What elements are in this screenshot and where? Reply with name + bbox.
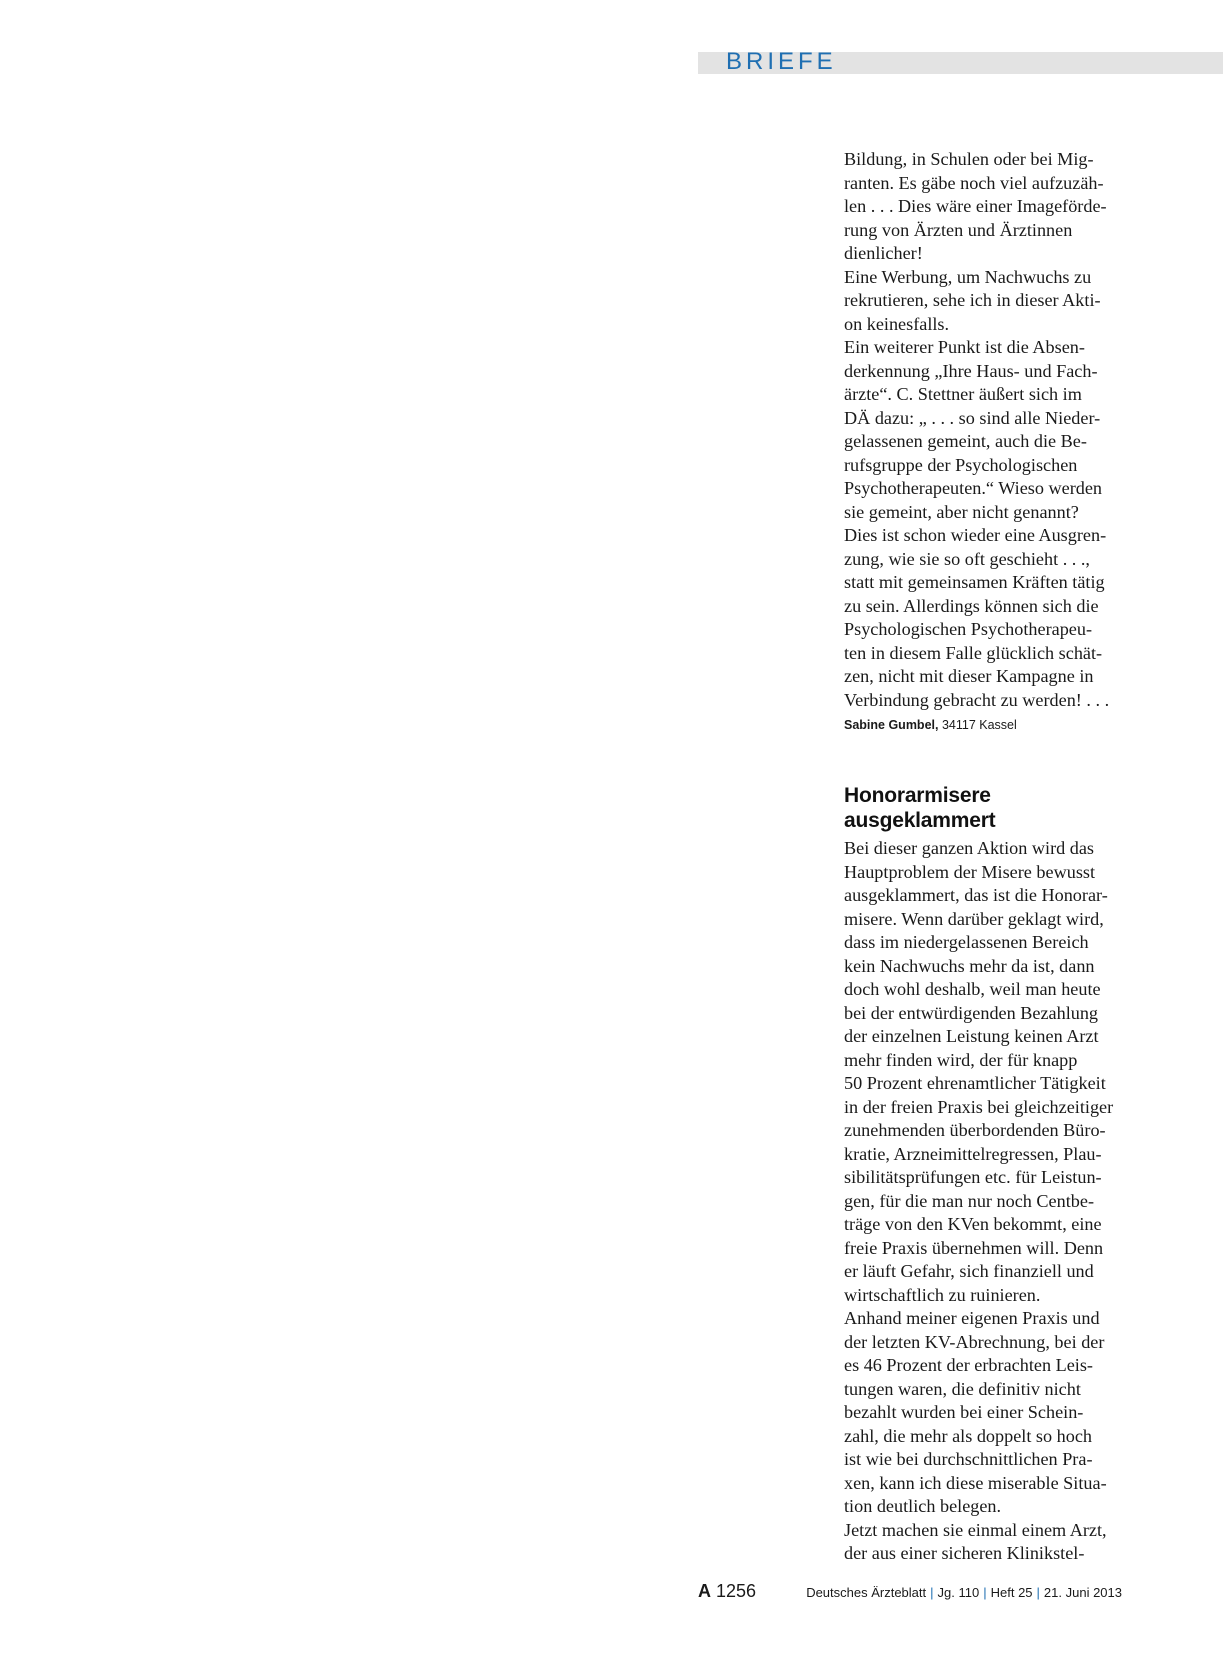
text-line: Jetzt machen sie einmal einem Arzt,: [844, 1519, 1107, 1540]
separator: |: [983, 1585, 987, 1600]
text-line: zen, nicht mit dieser Kampagne in: [844, 666, 1094, 686]
text-line: kratie, Arzneimittelregressen, Plau-: [844, 1143, 1102, 1164]
text-line: träge von den KVen bekommt, eine: [844, 1214, 1102, 1234]
letter1-body: [844, 148, 1124, 712]
text-line: bei der entwürdigenden Bezahlung: [844, 1002, 1099, 1023]
text-line: Bei dieser ganzen Aktion wird das: [844, 838, 1095, 858]
issue: Heft 25: [990, 1585, 1033, 1600]
text-line: doch wohl deshalb, weil man heute: [844, 979, 1101, 999]
text-line: tungen waren, die definitiv nicht: [844, 1378, 1081, 1399]
signature-place: 34117 Kassel: [941, 718, 1017, 732]
volume: Jg. 110: [937, 1585, 980, 1600]
text-line: Eine Werbung, um Nachwuchs zu: [844, 266, 1092, 287]
text-line: zung, wie sie so oft geschieht . . .,: [844, 548, 1090, 569]
page-footer: [698, 1580, 1122, 1604]
headline-line: Honorarmisere: [844, 784, 991, 807]
text-line: der einzelnen Leistung keinen Arzt: [844, 1026, 1099, 1046]
text-line: Psychotherapeuten.“ Wieso werden: [844, 478, 1103, 498]
text-line: ausgeklammert, das ist die Honorar-: [844, 885, 1108, 905]
issue-date: 21. Juni 2013: [1043, 1585, 1122, 1600]
text-line: ist wie bei durchschnittlichen Pra-: [844, 1449, 1093, 1469]
letters-column: [844, 148, 1124, 1566]
text-line: xen, kann ich diese miserable Situa-: [844, 1472, 1107, 1493]
text-line: dass im niedergelassenen Bereich: [844, 932, 1089, 952]
text-line: Hauptproblem der Misere bewusst: [844, 861, 1096, 882]
text-line: der letzten KV-Abrechnung, bei der: [844, 1331, 1105, 1352]
text-line: on keinesfalls.: [844, 313, 950, 334]
text-line: sibilitätsprüfungen etc. für Leistun-: [844, 1167, 1102, 1187]
text-line: misere. Wenn darüber geklagt wird,: [844, 908, 1104, 929]
text-line: rung von Ärzten und Ärztinnen: [844, 219, 1073, 240]
letter2-headline: [844, 783, 1124, 833]
text-line: in der freien Praxis bei gleichzeitiger: [844, 1096, 1114, 1117]
letter2-body: [844, 837, 1124, 1566]
text-line: dienlicher!: [844, 243, 923, 263]
text-line: er läuft Gefahr, sich finanziell und: [844, 1261, 1094, 1281]
text-line: kein Nachwuchs mehr da ist, dann: [844, 955, 1095, 976]
text-line: tion deutlich belegen.: [844, 1496, 1002, 1516]
text-line: gelassenen gemeint, auch die Be-: [844, 431, 1087, 451]
text-line: sie gemeint, aber nicht genannt?: [844, 501, 1079, 522]
text-line: Anhand meiner eigenen Praxis und: [844, 1308, 1100, 1328]
text-line: zu sein. Allerdings können sich die: [844, 595, 1099, 616]
text-line: ranten. Es gäbe noch viel aufzuzäh-: [844, 172, 1104, 193]
text-line: mehr finden wird, der für knapp: [844, 1049, 1078, 1070]
text-line: der aus einer sicheren Klinikstel-: [844, 1543, 1085, 1563]
text-line: bezahlt wurden bei einer Schein-: [844, 1402, 1084, 1422]
text-line: DÄ dazu: „ . . . so sind alle Nieder-: [844, 407, 1101, 428]
text-line: ärzte“. C. Stettner äußert sich im: [844, 384, 1082, 404]
text-line: gen, für die man nur noch Centbe-: [844, 1190, 1094, 1211]
journal-name: Deutsches Ärzteblatt: [806, 1585, 927, 1600]
separator: |: [1036, 1585, 1040, 1600]
section-title: BRIEFE: [726, 48, 837, 75]
text-line: Ein weiterer Punkt ist die Absen-: [844, 337, 1085, 357]
page-prefix: A: [698, 1581, 711, 1601]
page-number: [698, 1580, 756, 1602]
text-line: wirtschaftlich zu ruinieren.: [844, 1284, 1041, 1305]
text-line: Verbindung gebracht zu werden! . . .: [844, 689, 1110, 710]
headline-line: ausgeklammert: [844, 809, 996, 832]
text-line: Dies ist schon wieder eine Ausgren-: [844, 525, 1107, 545]
text-line: 50 Prozent ehrenamtlicher Tätigkeit: [844, 1073, 1106, 1093]
text-line: derkennung „Ihre Haus- und Fach-: [844, 360, 1098, 381]
text-line: statt mit gemeinsamen Kräften tätig: [844, 572, 1105, 592]
page-number-value: 1256: [716, 1581, 757, 1601]
text-line: zunehmenden überbordenden Büro-: [844, 1120, 1106, 1140]
signature-name: Sabine Gumbel,: [844, 718, 939, 732]
text-line: ten in diesem Falle glücklich schät-: [844, 642, 1103, 663]
text-line: es 46 Prozent der erbrachten Leis-: [844, 1355, 1093, 1375]
text-line: rufsgruppe der Psychologischen: [844, 454, 1078, 475]
text-line: len . . . Dies wäre einer Imageförde-: [844, 196, 1107, 216]
separator: |: [930, 1585, 934, 1600]
text-line: Psychologischen Psychotherapeu-: [844, 619, 1093, 639]
publication-info: [806, 1584, 1122, 1602]
text-line: freie Praxis übernehmen will. Denn: [844, 1237, 1104, 1258]
letter1-signature: [844, 715, 1124, 735]
text-line: zahl, die mehr als doppelt so hoch: [844, 1425, 1092, 1446]
text-line: Bildung, in Schulen oder bei Mig-: [844, 149, 1094, 169]
text-line: rekrutieren, sehe ich in dieser Akti-: [844, 290, 1101, 310]
